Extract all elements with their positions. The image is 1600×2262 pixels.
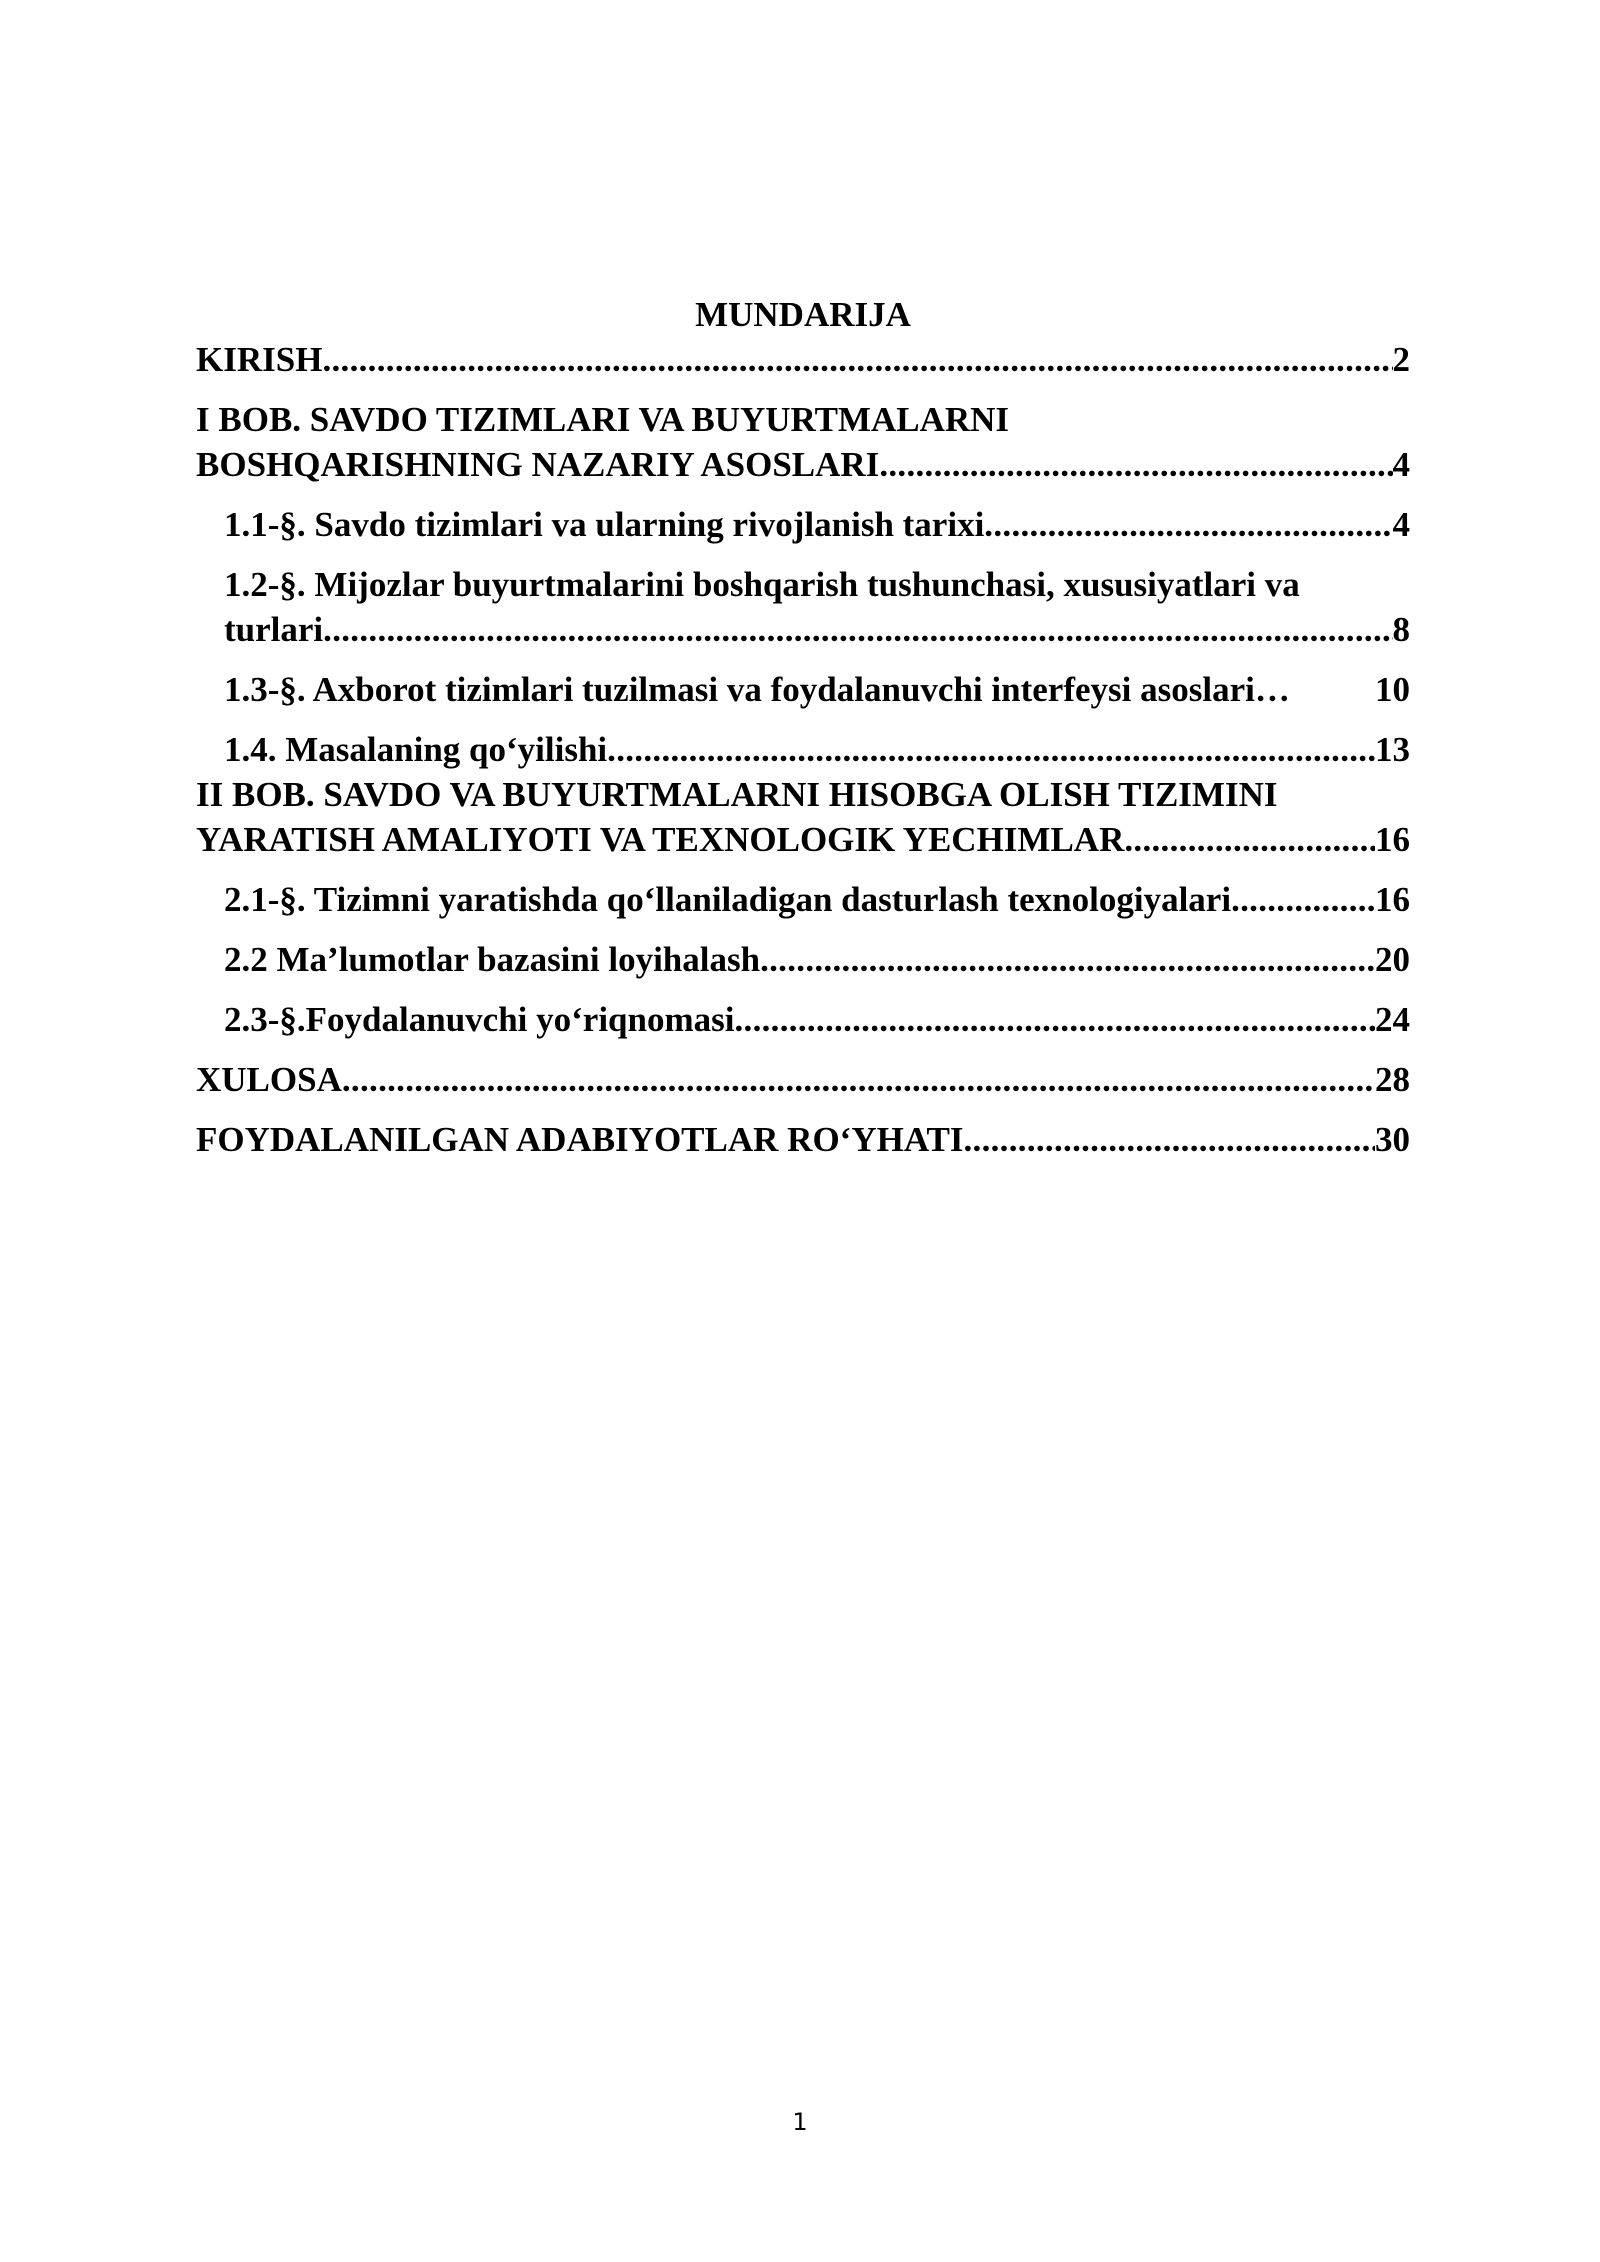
toc-page-number: 13 [1375,730,1410,769]
toc-page-number: 16 [1375,880,1410,919]
toc-entry-section-1-2[interactable] [196,562,1410,652]
toc-entry-text: 1.1-§. Savdo tizimlari va ularning rivojlanish tarixi [224,505,985,544]
toc-entry-text: 1.3-§. Axborot tizimlari tuzilmasi va foydalanuvchi interfeysi asoslari… [224,670,1290,709]
toc-entry-section-2-1[interactable] [196,877,1410,922]
toc-leader-dots [1124,817,1375,862]
toc-entry-text: XULOSA [196,1060,342,1099]
toc-leader-dots [963,1117,1375,1162]
toc-leader-dots [879,442,1392,487]
toc-entry-chapter-2[interactable] [196,772,1410,862]
toc-entry-text: KIRISH [196,340,323,379]
toc-entry-text: BOSHQARISHNING NAZARIY ASOSLARI [196,445,880,484]
toc-leader-dots [760,937,1375,982]
toc-page-number: 4 [1392,445,1410,484]
toc-entry-chapter-1[interactable] [196,397,1410,487]
toc-leader-dots [607,727,1375,772]
table-of-contents [196,337,1410,1162]
toc-entry-references[interactable] [196,1117,1410,1162]
toc-entry-text: 2.3-§.Foydalanuvchi yo‘riqnomasi [224,1000,735,1039]
toc-entry-section-2-3[interactable] [196,997,1410,1042]
page-number: 1 [792,2108,808,2136]
toc-entry-lead: II BOB. SAVDO VA BUYURTMALARNI HISOBGA OLISH TIZIMINI [196,775,1278,814]
toc-leader-dots [984,502,1392,547]
toc-page-number: 24 [1375,1000,1410,1039]
toc-leader-dots [734,997,1375,1042]
toc-entry-xulosa[interactable] [196,1057,1410,1102]
toc-page-number: 10 [1375,670,1410,709]
toc-entry-text: 2.1-§. Tizimni yaratishda qo‘llaniladigan dasturlash texnologiyalari [224,880,1232,919]
toc-page-number: 2 [1392,340,1410,379]
toc-entry-text: turlari [224,610,324,649]
toc-entry-text: FOYDALANILGAN ADABIYOTLAR RO‘YHATI [196,1120,964,1159]
toc-page-number: 30 [1375,1120,1410,1159]
toc-page-number: 28 [1375,1060,1410,1099]
toc-page-number: 4 [1392,505,1410,544]
toc-entry-text: 1.4. Masalaning qo‘yilishi [224,730,608,769]
toc-page-number: 16 [1375,820,1410,859]
toc-entry-section-1-3[interactable] [196,667,1410,712]
toc-entry-lead: 1.2-§. Mijozlar buyurtmalarini boshqarish tushunchasi, xususiyatlari va [224,565,1300,604]
toc-leader-dots [342,1057,1375,1102]
toc-leader-dots [323,607,1392,652]
toc-entry-section-2-2[interactable] [196,937,1410,982]
toc-entry-section-1-1[interactable] [196,502,1410,547]
toc-entry-text: 2.2 Ma’lumotlar bazasini loyihalash [224,940,761,979]
toc-leader-dots [322,337,1392,382]
toc-entry-text: YARATISH AMALIYOTI VA TEXNOLOGIK YECHIMLAR [196,820,1125,859]
toc-page-number: 8 [1392,610,1410,649]
toc-entry-kirish[interactable] [196,337,1410,382]
toc-leader-dots [1231,877,1375,922]
toc-page-number: 20 [1375,940,1410,979]
toc-entry-lead: I BOB. SAVDO TIZIMLARI VA BUYURTMALARNI [196,400,1010,439]
toc-entry-section-1-4[interactable] [196,727,1410,772]
toc-title: MUNDARIJA [695,295,911,334]
